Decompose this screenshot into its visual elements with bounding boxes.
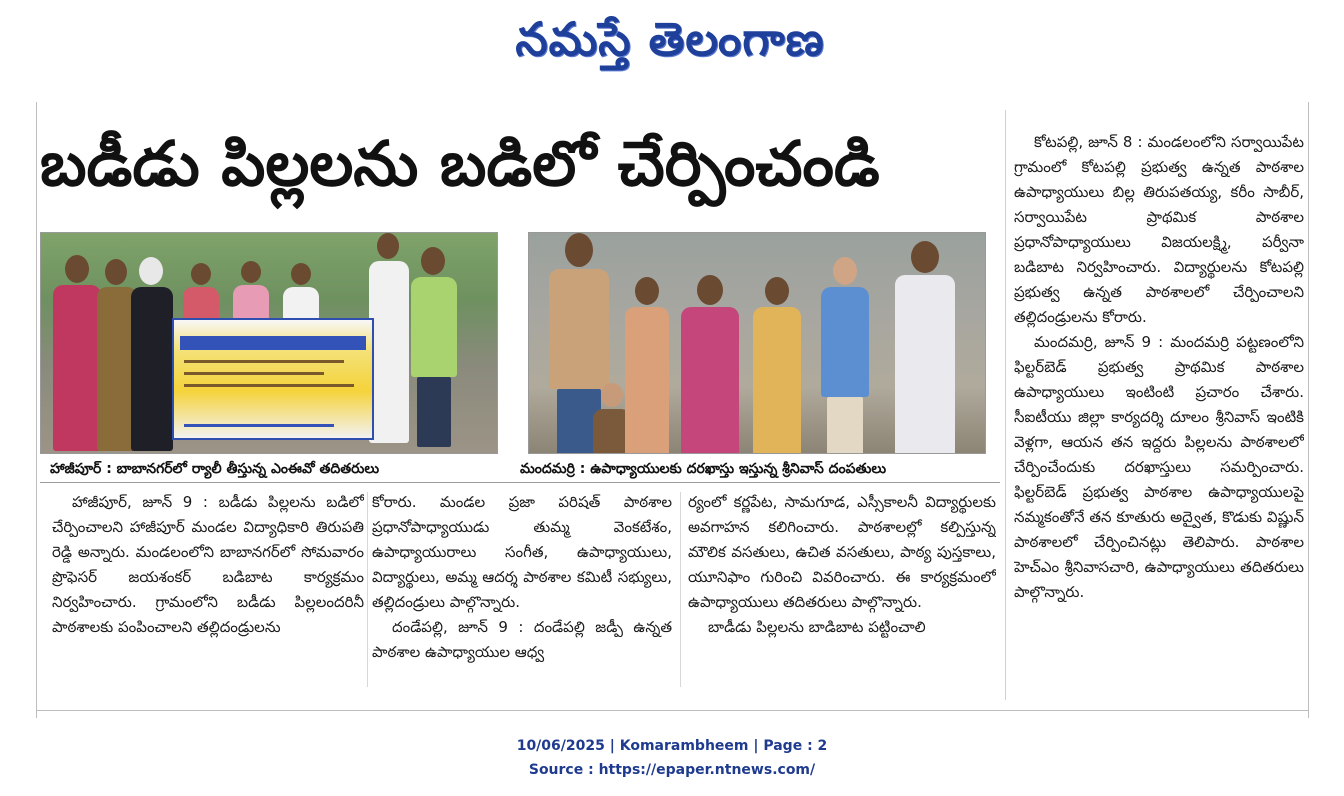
column-divider	[367, 492, 368, 687]
footer-edition-info: 10/06/2025 | Komarambheem | Page : 2	[516, 738, 828, 754]
article-column-3	[688, 490, 996, 690]
person-figure	[815, 257, 875, 454]
article-column-1	[52, 490, 364, 690]
paragraph: ర్యంలో కర్ణపేట, సామగూడ, ఎస్సీకాలనీ విద్యార్థులకు అవగాహన కలిగించారు. పాఠశాలల్లో కల్పిస్తున్న మౌలిక వసతులు, ఉచిత వసతులు, పాఠ్య పుస్తకాలు, యూనిఫాం గురించి వివరించారు. ఈ కార్యక్రమంలో ఉపాధ్యాయులు తదితరులు పాల్గొన్నారు.	[688, 493, 996, 611]
article-headline: బడీడు పిల్లలను బడిలో చేర్పించండి	[40, 127, 880, 200]
paragraph: బాడీడు పిల్లలను బాడిబాట పట్టించాలి	[708, 618, 926, 636]
footer-source-link[interactable]: Source : https://epaper.ntnews.com/	[528, 762, 816, 778]
caption-divider	[40, 482, 1000, 483]
paragraph: కోరారు. మండల ప్రజా పరిషత్ పాఠశాల ప్రధానోపాధ్యాయుడు తుమ్మ వెంకటేశం, ఉపాధ్యాయురాలు సంగీత, ఉపాధ్యాయులు, విద్యార్థులు, అమ్మ ఆదర్శ పాఠశాల కమిటీ సభ్యులు, తల్లిదండ్రులు పాల్గొన్నారు.	[372, 493, 672, 611]
paragraph: మందమర్రి, జూన్ 9 : మందమర్రి పట్టణంలోని ఫిల్టర్‌బెడ్ ప్రభుత్వ ప్రాథమిక పాఠశాల ఉపాధ్యాయులు ఇంటింటి ప్రచారం చేశారు. సీఐటీయు జిల్లా కార్యదర్శి దూలం శ్రీనివాస్ ఇంటికి వెళ్లగా, ఆయన తన ఇద్దరు పిల్లలను పాఠశాలలో చేర్పించేందుకు దరఖాస్తులు సమర్పించారు. ఫిల్టర్‌బెడ్ ప్రభుత్వ పాఠశాల ఉపాధ్యాయులపై నమ్మకంతోనే తన కూతురు అద్వైత, కొడుకు విష్ణున్ పాఠశాలలో చేర్పించినట్లు తెలిపారు. పాఠశాల హెచ్‌ఎం శ్రీనివాసచారి, ఉపాధ్యాయులు తదితరులు పాల్గొన్నారు.	[1014, 333, 1304, 601]
school-banner-image	[172, 318, 374, 440]
masthead-logo: నమస్తే తెలంగాణ	[515, 12, 825, 66]
page-footer	[400, 734, 944, 782]
person-figure	[889, 241, 961, 454]
paragraph: దండేపల్లి, జూన్ 9 : దండేపల్లి జడ్పీ ఉన్నత పాఠశాల ఉపాధ్యాయుల ఆధ్వ	[372, 618, 672, 661]
paragraph: హాజీపూర్, జూన్ 9 : బడీడు పిల్లలను బడిలో చేర్పించాలని హాజీపూర్ మండల విద్యాధికారి తిరుపతి రెడ్డి అన్నారు. మండలంలోని బాబానగర్‌లో సోమవారం ప్రొఫెసర్ జయశంకర్ బడిబాట కార్యక్రమం నిర్వహించారు. గ్రామంలోని బడీడు పిల్లలందరినీ పాఠశాలకు పంపించాలని తల్లిదండ్రులను	[52, 493, 364, 636]
page-border-bottom	[36, 710, 1309, 711]
person-figure	[405, 247, 463, 447]
person-figure	[127, 257, 175, 451]
person-figure	[675, 275, 745, 454]
page-border-right	[1308, 102, 1309, 718]
page-border-left	[36, 102, 37, 718]
article-column-4	[1014, 130, 1304, 690]
paragraph: కోటపల్లి, జూన్ 8 : మండలంలోని సర్వాయిపేట గ్రామంలో కోటపల్లి ప్రభుత్వ ఉన్నత పాఠశాల ఉపాధ్యాయులు బిల్ల తిరుపతయ్య, కరీం సాబీర్, సర్వాయిపేట ప్రాథమిక పాఠశాల ప్రధానోపాధ్యాయులు విజయలక్ష్మి, పర్వీనా బడిబాట నిర్వహించారు. విద్యార్థులను కోటపల్లి ప్రభుత్వ ఉన్నత పాఠశాలలో చేర్పించాలని తల్లిదండ్రులను కోరారు.	[1014, 133, 1304, 326]
article-column-2	[372, 490, 672, 690]
column-divider	[680, 492, 681, 687]
photo-caption-right: మందమర్రి : ఉపాధ్యాయులకు దరఖాస్తు ఇస్తున్న శ్రీనివాస్ దంపతులు	[520, 461, 887, 477]
photo-mandamarri-application	[528, 232, 986, 454]
person-figure	[619, 277, 675, 454]
column-divider	[1005, 110, 1006, 700]
person-figure	[747, 277, 807, 454]
photo-caption-left: హాజీపూర్ : బాబానగర్‌లో ర్యాలీ తీస్తున్న ఎంఈవో తదితరులు	[50, 461, 380, 477]
